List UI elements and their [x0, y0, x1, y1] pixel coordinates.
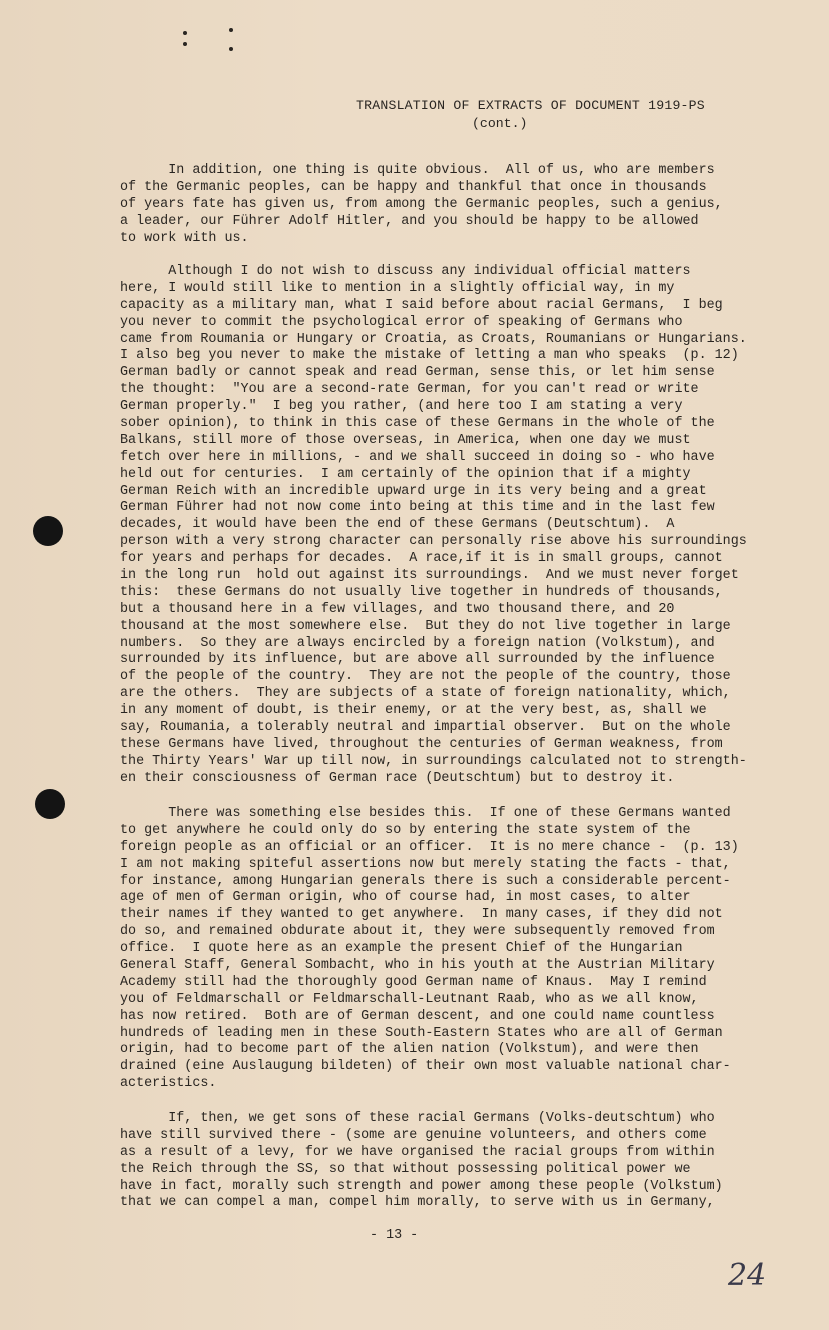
text-line: hundreds of leading men in these South-Eastern States who are all of German: [120, 1025, 723, 1041]
text-line: I also beg you never to make the mistake of letting a man who speaks (p. 12): [120, 348, 739, 364]
text-line: thousand at the most somewhere else. But they do not live together in large: [120, 618, 731, 634]
ink-mark: [229, 47, 233, 51]
text-line: German badly or cannot speak and read German, sense this, or let him sense: [120, 365, 715, 381]
text-line: office. I quote here as an example the present Chief of the Hungarian: [120, 941, 683, 957]
text-line: sober opinion), to think in this case of these Germans in the whole of the: [120, 416, 715, 432]
text-line: of years fate has given us, from among the Germanic peoples, such a genius,: [120, 196, 723, 212]
text-line: came from Roumania or Hungary or Croatia, as Croats, Roumanians or Hungarians.: [120, 331, 747, 347]
paragraph-4: [120, 1111, 750, 1212]
document-header: [356, 97, 756, 133]
text-line: I am not making spiteful assertions now but merely stating the facts - that,: [120, 856, 731, 872]
text-line: decades, it would have been the end of these Germans (Deutschtum). A: [120, 517, 675, 533]
text-line: for instance, among Hungarian generals there is such a considerable percent-: [120, 873, 731, 889]
text-line: the thought: "You are a second-rate German, for you can't read or write: [120, 382, 699, 398]
text-line: German Führer had not now come into being at this time and in the last few: [120, 500, 715, 516]
paragraph-3: [120, 806, 750, 1093]
ink-mark: [229, 28, 233, 32]
text-line: this: these Germans do not usually live together in hundreds of thousands,: [120, 584, 723, 600]
text-line: in the long run hold out against its surroundings. And we must never forget: [120, 568, 739, 584]
paragraph-2: [120, 264, 750, 788]
text-line: you of Feldmarschall or Feldmarschall-Leutnant Raab, who as we all know,: [120, 991, 699, 1007]
text-line: to get anywhere he could only do so by entering the state system of the: [120, 822, 691, 838]
page-number: - 13 -: [370, 1228, 419, 1243]
text-line: Although I do not wish to discuss any individual official matters: [120, 264, 691, 279]
text-line: a leader, our Führer Adolf Hitler, and you should be happy to be allowed: [120, 213, 699, 229]
text-line: are the others. They are subjects of a state of foreign nationality, which,: [120, 686, 731, 702]
text-line: General Staff, General Sombacht, who in his youth at the Austrian Military: [120, 958, 715, 974]
ink-mark: [183, 31, 187, 35]
text-line: surrounded by its influence, but are above all surrounded by the influence: [120, 652, 715, 668]
text-line: In addition, one thing is quite obvious. All of us, who are members: [120, 163, 715, 178]
punch-hole-top: [33, 516, 63, 546]
text-line: of the Germanic peoples, can be happy and thankful that once in thousands: [120, 179, 707, 195]
text-line: that we can compel a man, compel him morally, to serve with us in Germany,: [120, 1195, 715, 1211]
text-line: drained (eine Auslaugung bildeten) of their own most valuable national char-: [120, 1059, 731, 1075]
text-line: of the people of the country. They are not the people of the country, those: [120, 669, 731, 685]
document-title: TRANSLATION OF EXTRACTS OF DOCUMENT 1919-PS: [356, 98, 705, 113]
text-line: these Germans have lived, throughout the centuries of German weakness, from: [120, 736, 723, 752]
text-line: fetch over here in millions, - and we shall succeed in doing so - who have: [120, 449, 715, 465]
text-line: German properly." I beg you rather, (and here too I am stating a very: [120, 399, 683, 415]
text-line: their names if they wanted to get anywhere. In many cases, if they did not: [120, 907, 723, 923]
document-subtitle: (cont.): [472, 116, 528, 131]
text-line: the Thirty Years' War up till now, in surroundings calculated not to strength-: [120, 753, 747, 769]
text-line: you never to commit the psychological error of speaking of Germans who: [120, 314, 683, 330]
text-line: but a thousand here in a few villages, and two thousand there, and 20: [120, 601, 675, 617]
text-line: held out for centuries. I am certainly of the opinion that if a mighty: [120, 466, 691, 482]
text-line: Academy still had the thoroughly good German name of Knaus. May I remind: [120, 974, 707, 990]
text-line: There was something else besides this. If one of these Germans wanted: [120, 806, 731, 821]
text-line: do so, and remained obdurate about it, they were subsequently removed from: [120, 924, 715, 940]
text-line: has now retired. Both are of German descent, and one could name countless: [120, 1008, 715, 1024]
text-line: in any moment of doubt, is their enemy, or at the very best, as, shall we: [120, 703, 707, 719]
text-line: foreign people as an official or an officer. It is no mere chance - (p. 13): [120, 839, 739, 855]
text-line: have still survived there - (some are genuine volunteers, and others come: [120, 1127, 707, 1143]
text-line: to work with us.: [120, 230, 249, 246]
text-line: en their consciousness of German race (Deutschtum) but to destroy it.: [120, 770, 675, 786]
ink-mark: [183, 42, 187, 46]
text-line: as a result of a levy, for we have organised the racial groups from within: [120, 1144, 715, 1160]
text-line: origin, had to become part of the alien nation (Volkstum), and were then: [120, 1042, 699, 1058]
text-line: person with a very strong character can personally rise above his surroundings: [120, 534, 747, 550]
handwritten-page-number: 24: [728, 1258, 767, 1293]
paragraph-1: [120, 163, 750, 247]
text-line: acteristics.: [120, 1076, 217, 1092]
text-line: the Reich through the SS, so that without possessing political power we: [120, 1161, 691, 1177]
text-line: capacity as a military man, what I said before about racial Germans, I beg: [120, 297, 723, 313]
punch-hole-bottom: [35, 789, 65, 819]
text-line: age of men of German origin, who of course had, in most cases, to alter: [120, 890, 691, 906]
text-line: say, Roumania, a tolerably neutral and impartial observer. But on the whole: [120, 720, 731, 736]
text-line: numbers. So they are always encircled by a foreign nation (Volkstum), and: [120, 635, 715, 651]
text-line: If, then, we get sons of these racial Germans (Volks-deutschtum) who: [120, 1111, 715, 1126]
text-line: German Reich with an incredible upward urge in its very being and a great: [120, 483, 707, 499]
text-line: for years and perhaps for decades. A race,if it is in small groups, cannot: [120, 551, 723, 567]
text-line: here, I would still like to mention in a slightly official way, in my: [120, 280, 675, 296]
text-line: have in fact, morally such strength and power among these people (Volkstum): [120, 1178, 723, 1194]
text-line: Balkans, still more of those overseas, in America, when one day we must: [120, 432, 691, 448]
